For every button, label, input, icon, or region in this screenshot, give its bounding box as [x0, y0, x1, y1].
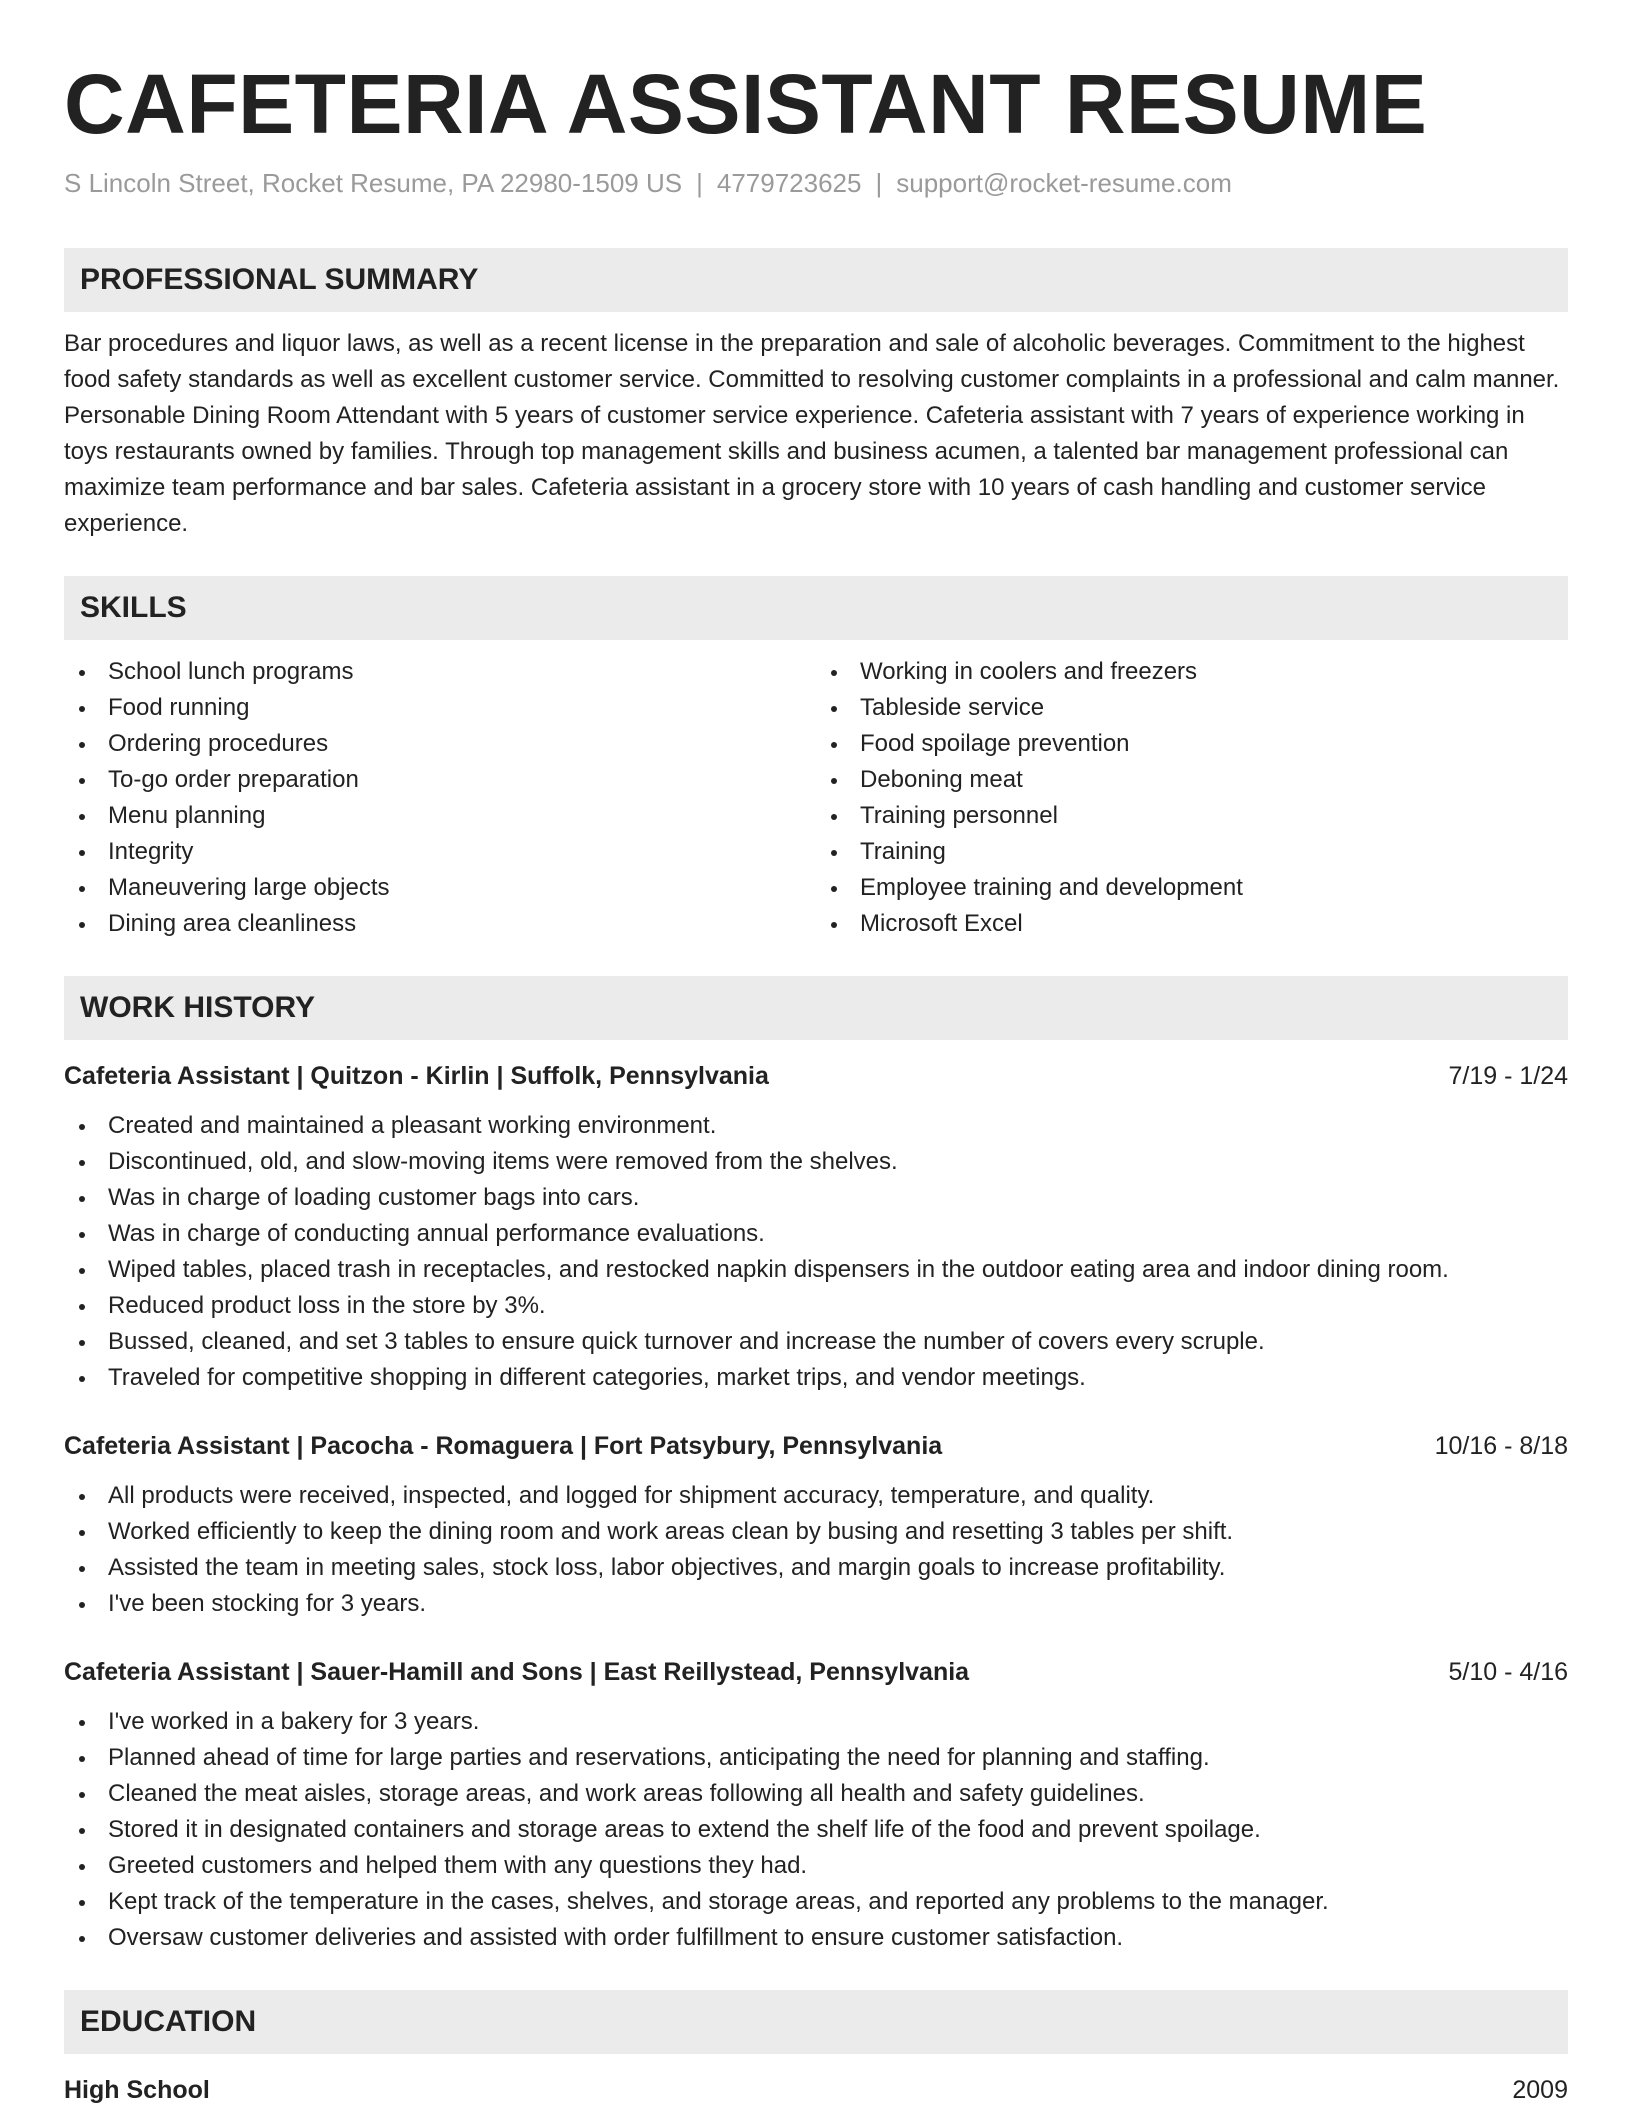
skill-item: Training: [816, 834, 1568, 870]
contact-address: S Lincoln Street, Rocket Resume, PA 22980-1509 US: [64, 168, 683, 198]
work-history-section-header: WORK HISTORY: [64, 976, 1568, 1040]
job-title: Cafeteria Assistant | Quitzon - Kirlin | Suffolk, Pennsylvania: [64, 1062, 769, 1090]
job-title: Cafeteria Assistant | Pacocha - Romaguera | Fort Patsybury, Pennsylvania: [64, 1432, 943, 1460]
skill-item: Food spoilage prevention: [816, 726, 1568, 762]
summary-text: Bar procedures and liquor laws, as well as a recent license in the preparation and sale of alcoholic beverages. Commitment to the highest food safety standards as well as excellent customer service. Committed to resolving customer complaints in a professional and calm manner. Personable Dining Room Attendant with 5 years of customer service experience. Cafeteria assistant with 7 years of experience working in toys restaurants owned by families. Through top management skills and business acumen, a talented bar management professional can maximize team performance and bar sales. Cafeteria assistant in a grocery store with 10 years of cash handling and customer service experience.: [64, 330, 1560, 537]
skills-column-left: [64, 654, 816, 942]
job-bullets: [64, 1478, 1568, 1622]
contact-separator: |: [696, 168, 703, 198]
resume-title: CAFETERIA ASSISTANT RESUME: [64, 57, 1428, 151]
job-entry: [64, 1058, 1568, 1396]
contact-line: [64, 166, 1568, 200]
skills-list: [64, 654, 1568, 942]
job-bullet: Created and maintained a pleasant working environment.: [64, 1108, 1568, 1144]
job-header: [64, 1654, 1568, 1690]
skill-item: Dining area cleanliness: [64, 906, 816, 942]
education-entry: [64, 2072, 1568, 2108]
education-date: 2009: [1512, 2076, 1568, 2104]
job-bullet: Bussed, cleaned, and set 3 tables to ensure quick turnover and increase the number of covers every scruple.: [64, 1324, 1568, 1360]
job-entry: [64, 1428, 1568, 1622]
job-dates: 7/19 - 1/24: [1448, 1062, 1568, 1090]
job-bullet: All products were received, inspected, and logged for shipment accuracy, temperature, and quality.: [64, 1478, 1568, 1514]
contact-phone: 4779723625: [716, 168, 862, 198]
job-bullet: Oversaw customer deliveries and assisted with order fulfillment to ensure customer satisfaction.: [64, 1920, 1568, 1956]
skill-item: Maneuvering large objects: [64, 870, 816, 906]
education-section-header: EDUCATION: [64, 1990, 1568, 2054]
job-bullet: I've worked in a bakery for 3 years.: [64, 1704, 1568, 1740]
job-bullet: I've been stocking for 3 years.: [64, 1586, 1568, 1622]
contact-email: support@rocket-resume.com: [896, 168, 1232, 198]
job-bullet: Reduced product loss in the store by 3%.: [64, 1288, 1568, 1324]
job-bullet: Discontinued, old, and slow-moving items were removed from the shelves.: [64, 1144, 1568, 1180]
skill-item: Menu planning: [64, 798, 816, 834]
skill-item: Deboning meat: [816, 762, 1568, 798]
job-bullet: Was in charge of loading customer bags into cars.: [64, 1180, 1568, 1216]
job-bullet: Stored it in designated containers and storage areas to extend the shelf life of the food and prevent spoilage.: [64, 1812, 1568, 1848]
job-bullets: [64, 1704, 1568, 1956]
job-bullet: Assisted the team in meeting sales, stock loss, labor objectives, and margin goals to increase profitability.: [64, 1550, 1568, 1586]
skill-item: Employee training and development: [816, 870, 1568, 906]
skills-column-right: [816, 654, 1568, 942]
skills-section-header: SKILLS: [64, 576, 1568, 640]
job-bullet: Greeted customers and helped them with any questions they had.: [64, 1848, 1568, 1884]
skill-item: School lunch programs: [64, 654, 816, 690]
skill-item: Working in coolers and freezers: [816, 654, 1568, 690]
job-title: Cafeteria Assistant | Sauer-Hamill and Sons | East Reillystead, Pennsylvania: [64, 1658, 970, 1686]
summary-section-header: PROFESSIONAL SUMMARY: [64, 248, 1568, 312]
resume-page: [64, 0, 1568, 2122]
skill-item: Microsoft Excel: [816, 906, 1568, 942]
job-header: [64, 1428, 1568, 1464]
job-bullet: Planned ahead of time for large parties and reservations, anticipating the need for planning and staffing.: [64, 1740, 1568, 1776]
job-bullet: Traveled for competitive shopping in different categories, market trips, and vendor meetings.: [64, 1360, 1568, 1396]
job-bullet: Cleaned the meat aisles, storage areas, and work areas following all health and safety guidelines.: [64, 1776, 1568, 1812]
skill-item: Integrity: [64, 834, 816, 870]
job-bullet: Wiped tables, placed trash in receptacles, and restocked napkin dispensers in the outdoor eating area and indoor dining room.: [64, 1252, 1568, 1288]
education-header: [64, 2072, 1568, 2108]
skill-item: Food running: [64, 690, 816, 726]
job-bullet: Worked efficiently to keep the dining room and work areas clean by busing and resetting 3 tables per shift.: [64, 1514, 1568, 1550]
skill-item: Tableside service: [816, 690, 1568, 726]
job-bullets: [64, 1108, 1568, 1396]
contact-separator: |: [875, 168, 883, 198]
job-header: [64, 1058, 1568, 1094]
skill-item: Training personnel: [816, 798, 1568, 834]
skill-item: To-go order preparation: [64, 762, 816, 798]
education-title: High School: [64, 2076, 210, 2104]
job-dates: 5/10 - 4/16: [1448, 1658, 1568, 1686]
skill-item: Ordering procedures: [64, 726, 816, 762]
job-bullet: Was in charge of conducting annual performance evaluations.: [64, 1216, 1568, 1252]
job-dates: 10/16 - 8/18: [1434, 1432, 1568, 1460]
job-bullet: Kept track of the temperature in the cases, shelves, and storage areas, and reported any problems to the manager.: [64, 1884, 1568, 1920]
job-entry: [64, 1654, 1568, 1956]
